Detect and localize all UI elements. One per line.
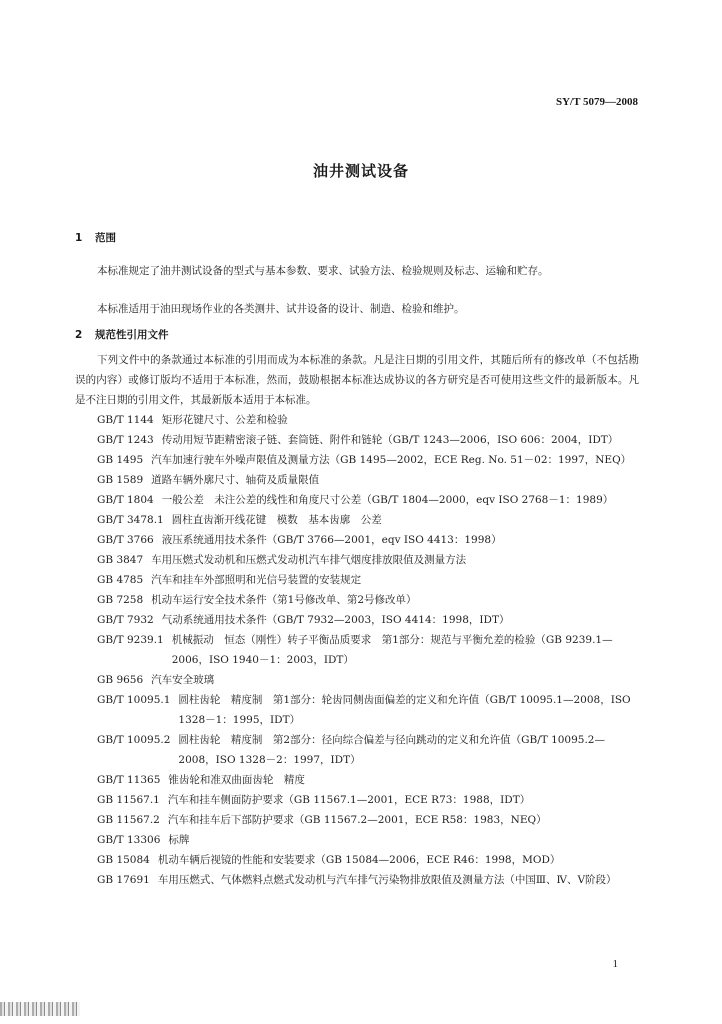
reference-item: [97, 610, 642, 630]
reference-code: GB 9656: [97, 674, 144, 686]
reference-item: [97, 410, 642, 430]
reference-code: GB 11567.1: [97, 794, 160, 806]
scan-artifact: [0, 1002, 80, 1016]
reference-title: 一般公差 未注公差的线性和角度尺寸公差（GB/T 1804—2000，eqv ISO 2768－1：1989）: [161, 494, 614, 506]
reference-item: [97, 810, 642, 830]
reference-item: [97, 450, 642, 470]
page-number: 1: [612, 958, 618, 970]
reference-title: 汽车和挂车后下部防护要求（GB 11567.2—2001，ECE R58：1983，NEQ）: [167, 814, 547, 826]
reference-title: 机械振动 恒态（刚性）转子平衡品质要求 第1部分：规范与平衡允差的检验（GB 9239.1—2006，ISO 1940－1：2003，IDT）: [171, 634, 613, 666]
reference-code: GB 1495: [97, 454, 144, 466]
reference-title: 汽车和挂车侧面防护要求（GB 11567.1—2001，ECE R73：1988，IDT）: [167, 794, 531, 806]
reference-item: [97, 490, 642, 510]
reference-code: GB/T 10095.2: [97, 734, 171, 746]
reference-title: 汽车加速行驶车外噪声限值及测量方法（GB 1495—2002，ECE Reg. No. 51－02：1997，NEQ）: [151, 454, 632, 466]
reference-title: 车用压燃式发动机和压燃式发动机汽车排气烟度排放限值及测量方法: [151, 554, 467, 566]
reference-item: [97, 790, 642, 810]
reference-item: [97, 850, 642, 870]
reference-code: GB/T 1144: [97, 414, 154, 426]
scope-paragraph-2: 本标准适用于油田现场作业的各类测井、试井设备的设计、制造、检验和维护。: [97, 303, 465, 315]
reference-title: 传动用短节距精密滚子链、套筒链、附件和链轮（GB/T 1243—2006，ISO 606：2004，IDT）: [161, 434, 619, 446]
reference-code: GB/T 13306: [97, 834, 161, 846]
scope-paragraph-1: 本标准规定了油井测试设备的型式与基本参数、要求、试验方法、检验规则及标志、运输和贮存。: [97, 265, 549, 277]
reference-code: GB/T 11365: [97, 774, 161, 786]
reference-title: 气动系统通用技术条件（GB/T 7932—2003，ISO 4414：1998，IDT）: [161, 614, 510, 626]
reference-code: GB/T 7932: [97, 614, 154, 626]
reference-title: 锥齿轮和准双曲面齿轮 精度: [168, 774, 305, 786]
section-heading-scope: [75, 230, 116, 245]
reference-item: [97, 630, 642, 670]
reference-code: GB 15084: [97, 854, 150, 866]
reference-item: [97, 770, 642, 790]
reference-code: GB 11567.2: [97, 814, 160, 826]
reference-item: [97, 830, 642, 850]
reference-item: [97, 690, 642, 730]
reference-code: GB 1589: [97, 474, 144, 486]
reference-item: [97, 510, 642, 530]
section-title: 规范性引用文件: [95, 329, 169, 341]
reference-item: [97, 470, 642, 490]
reference-item: [97, 730, 642, 770]
reference-title: 车用压燃式、气体燃料点燃式发动机与汽车排气污染物排放限值及测量方法（中国Ⅲ、Ⅳ、Ⅴ阶段）: [157, 874, 617, 886]
reference-item: [97, 870, 642, 890]
reference-item: [97, 430, 642, 450]
section-heading-normative-references: [75, 327, 169, 342]
reference-code: GB 3847: [97, 554, 144, 566]
reference-title: 机动车辆后视镜的性能和安装要求（GB 15084—2006，ECE R46：1998，MOD）: [157, 854, 561, 866]
reference-code: GB/T 9239.1: [97, 634, 164, 646]
reference-title: 圆柱齿轮 精度制 第2部分：径向综合偏差与径向跳动的定义和允许值（GB/T 10095.2—2008，ISO 1328－2：1997，IDT）: [178, 734, 605, 766]
reference-item: [97, 550, 642, 570]
reference-list: [97, 410, 642, 890]
reference-title: 圆柱齿轮 精度制 第1部分：轮齿同侧齿面偏差的定义和允许值（GB/T 10095.1—2008，ISO 1328－1：1995，IDT）: [178, 694, 631, 726]
reference-item: [97, 570, 642, 590]
reference-title: 道路车辆外廓尺寸、轴荷及质量限值: [151, 474, 320, 486]
reference-title: 汽车安全玻璃: [151, 674, 215, 686]
references-intro-paragraph: 下列文件中的条款通过本标准的引用而成为本标准的条款。凡是注日期的引用文件，其随后所有的修改单（不包括勘误的内容）或修订版均不适用于本标准，然而，鼓励根据本标准达成协议的各方研究是否可使用这些文件的最新版本。凡是不注日期的引用文件，其最新版本适用于本标准。: [75, 354, 639, 406]
reference-code: GB/T 3766: [97, 534, 154, 546]
reference-code: GB/T 1243: [97, 434, 154, 446]
document-title: 油井测试设备: [312, 162, 409, 180]
reference-code: GB/T 10095.1: [97, 694, 171, 706]
reference-title: 矩形花键尺寸、公差和检验: [161, 414, 288, 426]
reference-code: GB/T 1804: [97, 494, 154, 506]
reference-code: GB 7258: [97, 594, 144, 606]
reference-title: 汽车和挂车外部照明和光信号装置的安装规定: [151, 574, 362, 586]
reference-title: 圆柱直齿渐开线花键 模数 基本齿廓 公差: [171, 514, 382, 526]
standard-code: SY/T 5079—2008: [555, 96, 638, 108]
section-title: 范围: [95, 232, 116, 244]
reference-item: [97, 590, 642, 610]
reference-title: 标牌: [168, 834, 190, 846]
reference-item: [97, 530, 642, 550]
section-number: 1: [75, 232, 83, 244]
reference-item: [97, 670, 642, 690]
reference-title: 液压系统通用技术条件（GB/T 3766—2001，eqv ISO 4413：1998）: [161, 534, 502, 546]
section-number: 2: [75, 329, 83, 341]
reference-title: 机动车运行安全技术条件（第1号修改单、第2号修改单）: [151, 594, 417, 606]
reference-code: GB 4785: [97, 574, 144, 586]
reference-code: GB/T 3478.1: [97, 514, 164, 526]
reference-code: GB 17691: [97, 874, 150, 886]
